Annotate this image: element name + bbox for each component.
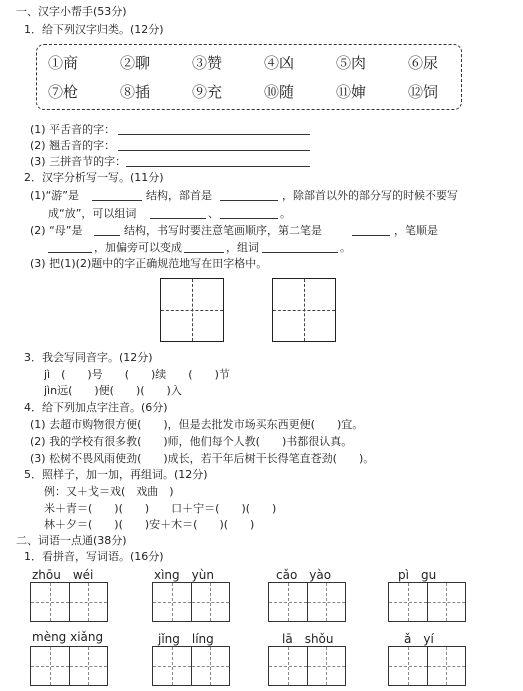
char-item: ⑩随 (264, 83, 295, 101)
q4-line-3: (3) 松树不畏风雨使劲( )成长，若干年后树干长得笔直苍劲( )。 (30, 452, 375, 465)
q3-row-2: jìn远( )便( )( )入 (44, 384, 182, 397)
classify-label-triple: (3) 三拼音节的字： (30, 155, 127, 168)
char-item: ⑤肉 (336, 54, 367, 72)
writing-grid[interactable] (388, 646, 466, 686)
question-4-title: 4．给下列加点字注音。(6分) (24, 401, 168, 414)
writing-grid[interactable] (152, 646, 230, 686)
answer-line[interactable] (48, 252, 92, 253)
section-title-1: 一、汉字小帮手(53分) (16, 5, 127, 18)
char-item: ⑫饲 (408, 83, 439, 101)
section-title-2: 二、词语一点通(38分) (16, 534, 127, 547)
q2-line3: (3) 把(1)(2)题中的字正确规范地写在田字格中。 (30, 257, 268, 270)
answer-line[interactable] (220, 218, 278, 219)
q4-line-1: (1) 去超市购物很方便( )，但是去批发市场买东西更便( )宜。 (30, 418, 364, 431)
answer-line[interactable] (118, 150, 310, 151)
q2-line1-part-c: ，除部首以外的部分写的时候不要写 (282, 189, 458, 202)
answer-line[interactable] (352, 235, 390, 236)
q2-line1-part-e: 、 (208, 207, 219, 220)
answer-line[interactable] (262, 252, 338, 253)
q3-row-1: jì ( )号 ( )续 ( )节 (44, 368, 230, 381)
pinyin-label: lā shǒu (282, 632, 334, 646)
q2-line1-part-f: 。 (280, 207, 291, 220)
q5-row-2: 林＋夕＝( )( )安＋木＝( )( ) (44, 518, 255, 531)
writing-grid[interactable] (30, 646, 108, 686)
answer-line[interactable] (92, 200, 142, 201)
answer-line[interactable] (220, 200, 278, 201)
q4-line-2: (2) 我的学校有很多教( )师，他们每个人教( )书都很认真。 (30, 435, 353, 448)
q2-line1-part-a: (1)“游”是 (30, 189, 79, 202)
char-item: ①商 (48, 54, 79, 72)
char-item: ④凶 (264, 54, 295, 72)
writing-grid[interactable] (268, 582, 346, 622)
char-item: ⑨充 (192, 83, 223, 101)
pinyin-label: xìng yùn (154, 568, 214, 582)
char-item: ③赞 (192, 54, 223, 72)
question-6-title: 1．看拼音，写词语。(16分) (24, 550, 164, 563)
q2-line2-part-f: 。 (340, 241, 351, 254)
writing-grid[interactable] (388, 582, 466, 622)
pinyin-label: jǐng líng (158, 632, 214, 646)
q5-example: 例：又＋戈＝戏( 戏曲 ) (44, 485, 174, 498)
char-box (36, 44, 462, 110)
q2-line2-part-a: (2) “母”是 (30, 224, 83, 237)
pinyin-label: pì gu (398, 568, 437, 582)
char-item: ②聊 (120, 54, 151, 72)
q2-line2-part-b: 结构，书写时要注意笔画顺序，第二笔是 (124, 224, 322, 237)
pinyin-label: ǎ yí (404, 632, 434, 646)
q2-line2-part-c: ，笔顺是 (394, 224, 438, 237)
writing-grid[interactable] (268, 646, 346, 686)
answer-line[interactable] (94, 235, 120, 236)
question-2-title: 2．汉字分析写一写。(11分) (24, 171, 164, 184)
answer-line[interactable] (184, 252, 224, 253)
q2-line2-part-e: ，组词 (226, 241, 259, 254)
pinyin-label: zhōu wéi (32, 568, 94, 582)
writing-grid[interactable] (152, 582, 230, 622)
classify-label-flat: (1) 平舌音的字： (30, 123, 116, 136)
q5-row-1: 米＋青＝( )( ) 口＋宁＝( )( ) (44, 502, 277, 515)
tian-grid-2[interactable] (272, 278, 336, 342)
char-item: ⑥尿 (408, 54, 439, 72)
answer-line[interactable] (118, 134, 310, 135)
q2-line1-part-d: 成“放”，可以组词 (48, 207, 137, 220)
question-3-title: 3．我会写同音字。(12分) (24, 351, 153, 364)
char-item: ⑪婶 (336, 83, 367, 101)
question-1-title: 1．给下列汉字归类。(12分) (24, 23, 164, 36)
tian-grid-1[interactable] (160, 278, 224, 342)
q2-line2-part-d: ，加偏旁可以变成 (94, 241, 182, 254)
pinyin-label: mèng xiǎng (32, 630, 104, 644)
question-5-title: 5．照样子，加一加，再组词。(12分) (24, 468, 208, 481)
pinyin-label: cǎo yào (276, 568, 332, 582)
char-item: ⑦枪 (48, 83, 79, 101)
writing-grid[interactable] (30, 582, 108, 622)
answer-line[interactable] (126, 166, 310, 167)
q2-line1-part-b: 结构，部首是 (146, 189, 212, 202)
answer-line[interactable] (150, 218, 206, 219)
classify-label-retroflex: (2) 翘舌音的字： (30, 139, 116, 152)
char-item: ⑧插 (120, 83, 151, 101)
